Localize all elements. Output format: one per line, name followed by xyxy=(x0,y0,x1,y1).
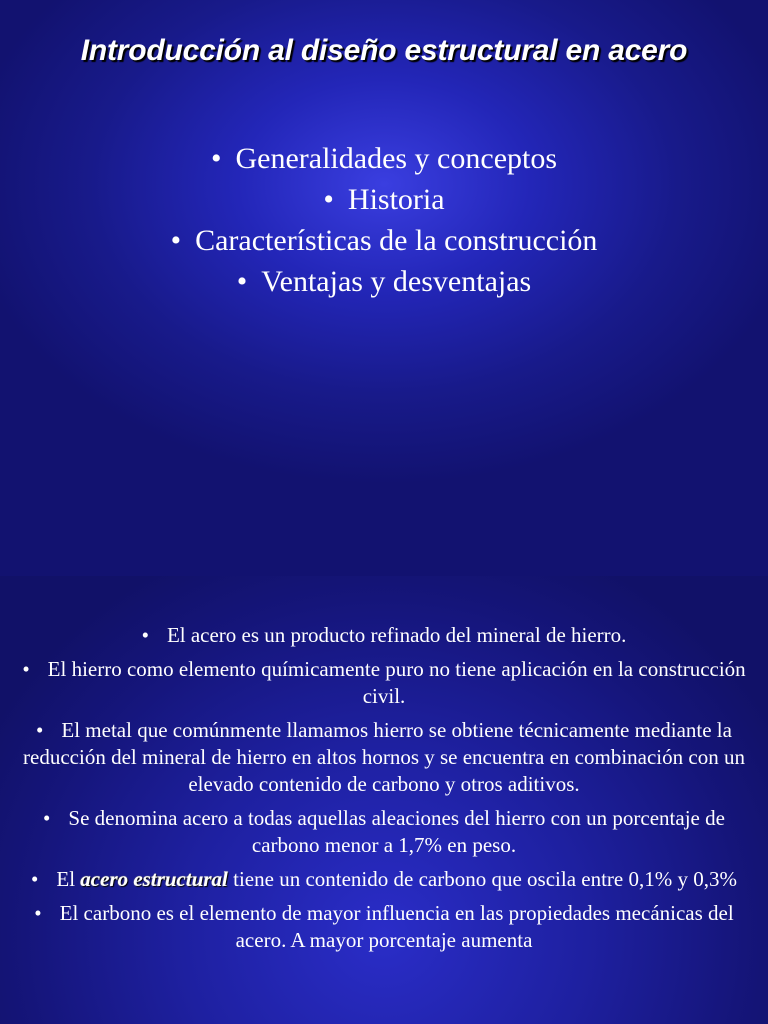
content-text: Se denomina acero a todas aquellas aleaciones del hierro con un porcentaje de carbono menor a 1,7% en peso. xyxy=(68,806,725,857)
content-text: El carbono es el elemento de mayor influencia en las propiedades mecánicas del acero. A mayor porcentaje aumenta xyxy=(59,901,734,952)
content-text: El hierro como elemento químicamente puro no tiene aplicación en la construcción civil. xyxy=(47,657,746,708)
topic-label: Características de la construcción xyxy=(195,224,598,257)
bullet-icon: • xyxy=(323,183,334,216)
content-item xyxy=(20,866,748,893)
slide-title: Introducción al diseño estructural en acero xyxy=(80,34,688,67)
content-item xyxy=(20,900,748,954)
content-item xyxy=(20,717,748,798)
bullet-icon: • xyxy=(22,657,30,681)
topic-list xyxy=(0,138,768,302)
topic-item xyxy=(0,179,768,220)
bullet-icon: • xyxy=(36,718,44,742)
bullet-icon: • xyxy=(31,867,39,891)
topic-label: Ventajas y desventajas xyxy=(261,265,532,298)
content-prefix: El xyxy=(56,867,76,891)
bullet-icon: • xyxy=(210,142,222,175)
content-list xyxy=(20,622,748,961)
bullet-icon: • xyxy=(141,623,149,647)
content-text: El acero es un producto refinado del mineral de hierro. xyxy=(166,623,627,647)
bullet-icon: • xyxy=(34,901,42,925)
emphasis-term: acero estructural xyxy=(80,867,228,891)
content-item xyxy=(20,805,748,859)
content-suffix: tiene un contenido de carbono que oscila entre 0,1% y 0,3% xyxy=(233,867,737,891)
slide-2 xyxy=(0,576,768,1024)
topic-item xyxy=(0,261,768,302)
content-item xyxy=(20,656,748,710)
topic-item xyxy=(0,220,768,261)
bullet-icon: • xyxy=(170,224,182,257)
bullet-icon: • xyxy=(236,265,248,298)
content-text: El metal que comúnmente llamamos hierro se obtiene técnicamente mediante la reducción del mineral de hierro en altos hornos y se encuentra en combinación con un elevado contenido de carbono y otros aditivos. xyxy=(23,718,745,796)
content-item xyxy=(20,622,748,649)
topic-item xyxy=(0,138,768,179)
topic-label: Generalidades y conceptos xyxy=(235,142,558,175)
topic-label: Historia xyxy=(347,183,445,216)
bullet-icon: • xyxy=(43,806,51,830)
